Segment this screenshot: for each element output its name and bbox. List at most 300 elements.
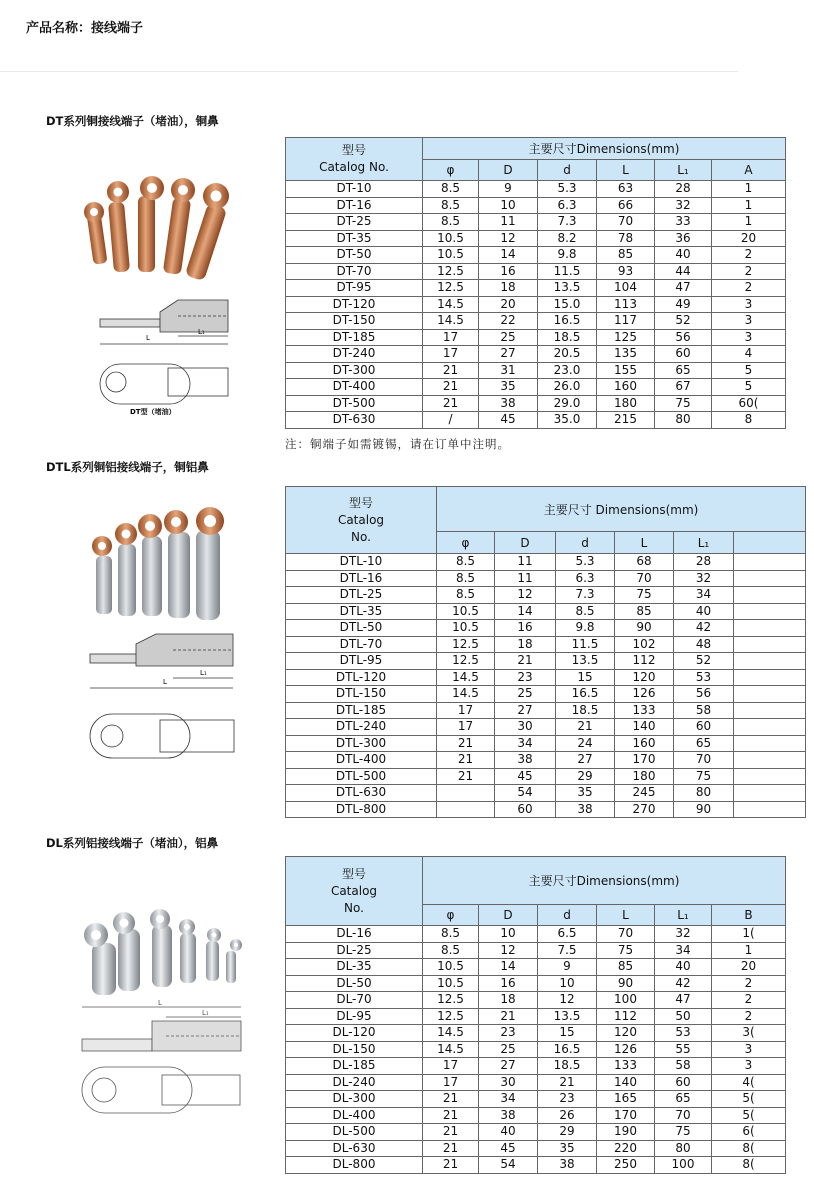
dimension-cell: 75 (674, 768, 734, 785)
dimension-cell: 35.0 (538, 412, 597, 429)
dimension-cell: 8.5 (423, 214, 479, 231)
table-row (286, 992, 786, 1009)
catalog-header: 型号 Catalog No. (286, 857, 423, 926)
model-cell: DL-240 (286, 1074, 423, 1091)
dimension-cell: 102 (615, 636, 674, 653)
dimension-cell: 11.5 (538, 263, 597, 280)
dimension-cell: 26 (538, 1107, 597, 1124)
dimension-cell (734, 686, 806, 703)
dimension-cell: 45 (495, 768, 556, 785)
model-cell: DTL-150 (286, 686, 437, 703)
table-row (286, 313, 786, 330)
dimension-cell: 22 (479, 313, 538, 330)
dimension-cell: 5( (712, 1091, 786, 1108)
dimension-cell: 85 (597, 247, 655, 264)
dimension-cell: 133 (615, 702, 674, 719)
section-title-dtl: DTL系列铜铝接线端子，铜铝鼻 (46, 460, 209, 474)
dimension-cell: 68 (615, 554, 674, 571)
dtl-dimension-drawing (90, 634, 234, 758)
dimension-cell: 5.3 (538, 181, 597, 198)
dimensions-header: 主要尺寸 Dimensions(mm) (437, 487, 806, 532)
model-cell: DT-16 (286, 197, 423, 214)
dimension-cell: 70 (674, 752, 734, 769)
dimension-cell: 54 (479, 1157, 538, 1174)
dimension-cell: 1( (712, 926, 786, 943)
dimension-cell: 3( (712, 1025, 786, 1042)
dimension-cell: 24 (556, 735, 615, 752)
dimension-cell: 3 (712, 296, 786, 313)
dimension-cell: 18 (495, 636, 556, 653)
aluminium-lug-image (150, 909, 172, 987)
model-cell: DTL-120 (286, 669, 437, 686)
dimension-cell: 4 (712, 346, 786, 363)
dimension-cell: 58 (674, 702, 734, 719)
dimension-cell: 100 (655, 1157, 712, 1174)
dimension-cell: 52 (655, 313, 712, 330)
model-cell: DL-630 (286, 1140, 423, 1157)
dimension-cell: 26.0 (538, 379, 597, 396)
dimension-cell: 104 (597, 280, 655, 297)
dimension-cell: 29 (538, 1124, 597, 1141)
table-row (286, 570, 806, 587)
dimension-cell: 21 (538, 1074, 597, 1091)
dimension-cell: 12 (495, 587, 556, 604)
table-row (286, 785, 806, 802)
dimension-cell: 160 (597, 379, 655, 396)
dimension-cell: 33 (655, 214, 712, 231)
table-row (286, 1107, 786, 1124)
dimension-cell: 112 (597, 1008, 655, 1025)
dimension-cell: 11.5 (556, 636, 615, 653)
dimension-cell: 1 (712, 942, 786, 959)
copper-aluminium-lug-image (164, 510, 190, 618)
dimension-cell: 8.5 (423, 181, 479, 198)
col-header: L (597, 905, 655, 926)
dimension-cell: 32 (655, 926, 712, 943)
dimensions-header: 主要尺寸Dimensions(mm) (423, 857, 786, 905)
dimension-cell: 133 (597, 1058, 655, 1075)
dimension-cell: 21 (423, 379, 479, 396)
dimension-cell: 1 (712, 214, 786, 231)
dimension-cell: 190 (597, 1124, 655, 1141)
dimension-cell: 3 (712, 313, 786, 330)
table-row (286, 1091, 786, 1108)
dimension-cell: 38 (556, 801, 615, 818)
dimension-cell: 25 (479, 1041, 538, 1058)
copper-aluminium-lug-image (138, 514, 162, 616)
dtl-product-photo (68, 508, 268, 773)
dimension-cell: 45 (479, 1140, 538, 1157)
dimension-cell: 12.5 (437, 653, 495, 670)
dimension-cell: 2 (712, 263, 786, 280)
figure-caption: DT型（堵油） (130, 408, 176, 416)
dimension-cell: 49 (655, 296, 712, 313)
dimension-cell (734, 570, 806, 587)
dimension-cell (734, 620, 806, 637)
dimension-cell (734, 669, 806, 686)
table-row (286, 686, 806, 703)
dimension-cell: 35 (556, 785, 615, 802)
table-row (286, 1008, 786, 1025)
model-cell: DL-150 (286, 1041, 423, 1058)
dimension-cell: 8.5 (556, 603, 615, 620)
table-row (286, 959, 786, 976)
dimension-cell: 14 (495, 603, 556, 620)
dimension-cell (734, 653, 806, 670)
table-row (286, 395, 786, 412)
dimension-cell: 70 (597, 926, 655, 943)
dimension-cell: 9.8 (556, 620, 615, 637)
copper-lug-image (107, 181, 130, 273)
model-cell: DL-50 (286, 975, 423, 992)
dimension-cell (734, 735, 806, 752)
table-row (286, 1041, 786, 1058)
dimension-cell: 3 (712, 1041, 786, 1058)
page-title: 产品名称：接线端子 (26, 21, 144, 36)
model-cell: DL-95 (286, 1008, 423, 1025)
dim-label-l1: L₁ (202, 1009, 209, 1017)
dimension-cell: 12.5 (423, 280, 479, 297)
dimension-cell: 180 (597, 395, 655, 412)
dimension-cell: 44 (655, 263, 712, 280)
dimension-cell: 21 (556, 719, 615, 736)
dimension-cell: 34 (479, 1091, 538, 1108)
table-row (286, 653, 806, 670)
table-row (286, 1058, 786, 1075)
dimension-cell: 30 (479, 1074, 538, 1091)
dimension-cell: 35 (538, 1140, 597, 1157)
dimension-cell: 14.5 (437, 669, 495, 686)
dimension-cell: 126 (597, 1041, 655, 1058)
model-cell: DL-500 (286, 1124, 423, 1141)
col-header: d (538, 905, 597, 926)
model-cell: DTL-10 (286, 554, 437, 571)
dimension-cell: 250 (597, 1157, 655, 1174)
dimensions-header: 主要尺寸Dimensions(mm) (423, 138, 786, 160)
dimension-cell: 10.5 (437, 620, 495, 637)
dimension-cell: 6.3 (556, 570, 615, 587)
dimension-cell: 180 (615, 768, 674, 785)
dl-product-photo (66, 905, 262, 1120)
dimension-cell: 21 (423, 1124, 479, 1141)
dimension-cell: 8.5 (437, 554, 495, 571)
model-cell: DL-400 (286, 1107, 423, 1124)
model-cell: DL-185 (286, 1058, 423, 1075)
model-cell: DL-25 (286, 942, 423, 959)
dimension-cell: 10.5 (437, 603, 495, 620)
dimension-cell: 15 (538, 1025, 597, 1042)
model-cell: DTL-240 (286, 719, 437, 736)
dim-label-l1: L₁ (200, 669, 207, 677)
aluminium-lug-image (113, 912, 140, 991)
dimension-cell (734, 603, 806, 620)
dimension-cell: 21 (437, 768, 495, 785)
dtl-table-wrapper (285, 486, 738, 824)
dtl-table-body (286, 554, 806, 818)
table-row (286, 1025, 786, 1042)
model-cell: DTL-25 (286, 587, 437, 604)
col-header: φ (423, 160, 479, 181)
dimension-cell (734, 587, 806, 604)
dimension-cell: 66 (597, 197, 655, 214)
dimension-cell: 12 (538, 992, 597, 1009)
dimension-cell: 80 (674, 785, 734, 802)
table-row (286, 752, 806, 769)
table-row (286, 735, 806, 752)
table-row (286, 942, 786, 959)
dimension-cell: 10.5 (423, 230, 479, 247)
dimension-cell: 38 (538, 1157, 597, 1174)
dimension-cell: 4( (712, 1074, 786, 1091)
table-row (286, 801, 806, 818)
dimension-cell: 20 (712, 230, 786, 247)
dimension-cell: 12.5 (423, 1008, 479, 1025)
dimension-cell (437, 801, 495, 818)
col-header: A (712, 160, 786, 181)
dimension-cell: 13.5 (538, 280, 597, 297)
dimension-cell: 13.5 (556, 653, 615, 670)
copper-aluminium-lug-image (92, 536, 112, 614)
model-cell: DT-400 (286, 379, 423, 396)
dimension-cell: 93 (597, 263, 655, 280)
dimension-cell: 85 (615, 603, 674, 620)
dimension-cell: 36 (655, 230, 712, 247)
dimension-cell: 21 (495, 653, 556, 670)
dimension-cell: 58 (655, 1058, 712, 1075)
dimension-cell: 20 (479, 296, 538, 313)
dimension-cell: 5 (712, 362, 786, 379)
dl-table-body (286, 926, 786, 1174)
model-cell: DTL-500 (286, 768, 437, 785)
dimension-cell (734, 702, 806, 719)
dimension-cell: 126 (615, 686, 674, 703)
copper-lug-image (84, 202, 108, 265)
dimension-cell: 17 (423, 1058, 479, 1075)
dimension-cell: 67 (655, 379, 712, 396)
dimension-cell (734, 801, 806, 818)
dimension-cell: 14.5 (423, 313, 479, 330)
model-cell: DT-150 (286, 313, 423, 330)
table-row (286, 296, 786, 313)
model-cell: DTL-95 (286, 653, 437, 670)
dimension-cell: 12.5 (423, 992, 479, 1009)
dimension-cell: 5.3 (556, 554, 615, 571)
dimension-cell: 47 (655, 992, 712, 1009)
dimension-cell: 27 (479, 1058, 538, 1075)
dimension-cell: 12 (479, 942, 538, 959)
dimension-cell: 14.5 (423, 296, 479, 313)
dimension-cell: 9.8 (538, 247, 597, 264)
dl-dimension-drawing (82, 1007, 241, 1113)
dimension-cell: 14.5 (437, 686, 495, 703)
dimension-cell: 20.5 (538, 346, 597, 363)
dimension-cell (734, 554, 806, 571)
dimension-cell: 80 (655, 412, 712, 429)
dimension-cell (734, 636, 806, 653)
table-row (286, 197, 786, 214)
col-header: d (556, 532, 615, 554)
model-cell: DL-70 (286, 992, 423, 1009)
table-row (286, 620, 806, 637)
col-header: L₁ (674, 532, 734, 554)
dimension-cell: 10 (538, 975, 597, 992)
dimension-cell: 23 (538, 1091, 597, 1108)
model-cell: DT-185 (286, 329, 423, 346)
section-title-dl: DL系列铝接线端子（堵油），铝鼻 (46, 836, 219, 850)
table-row (286, 926, 786, 943)
model-cell: DT-70 (286, 263, 423, 280)
dimension-cell: 40 (655, 247, 712, 264)
dimension-cell: 29 (556, 768, 615, 785)
table-row (286, 554, 806, 571)
dimension-cell: 34 (674, 587, 734, 604)
dimension-cell (734, 752, 806, 769)
dimension-cell: 18 (479, 280, 538, 297)
dimension-cell: 85 (597, 959, 655, 976)
copper-lug-image (138, 176, 164, 272)
dimension-cell: 38 (479, 395, 538, 412)
dimension-cell: 27 (495, 702, 556, 719)
table-row (286, 346, 786, 363)
dimension-cell: 90 (615, 620, 674, 637)
dimension-cell: 30 (495, 719, 556, 736)
dimension-cell (734, 719, 806, 736)
col-header (734, 532, 806, 554)
dimension-cell: 16 (479, 263, 538, 280)
model-cell: DL-800 (286, 1157, 423, 1174)
dimension-cell (437, 785, 495, 802)
table-row (286, 768, 806, 785)
dimension-cell: 155 (597, 362, 655, 379)
col-header: L (597, 160, 655, 181)
dimension-cell: 48 (674, 636, 734, 653)
dimension-cell: 65 (674, 735, 734, 752)
table-row (286, 975, 786, 992)
dimension-cell: 54 (495, 785, 556, 802)
dimension-cell: 160 (615, 735, 674, 752)
model-cell: DTL-16 (286, 570, 437, 587)
table-row (286, 636, 806, 653)
dimension-cell: 2 (712, 1008, 786, 1025)
dimension-cell: 11 (495, 570, 556, 587)
dimension-cell: 75 (655, 395, 712, 412)
dimension-cell: 53 (655, 1025, 712, 1042)
dt-table-wrapper (285, 137, 759, 432)
col-header: d (538, 160, 597, 181)
model-cell: DTL-630 (286, 785, 437, 802)
dimension-cell: 14.5 (423, 1025, 479, 1042)
table-row (286, 329, 786, 346)
model-cell: DL-16 (286, 926, 423, 943)
dimension-cell: 6.5 (538, 926, 597, 943)
dimension-cell: 21 (423, 1107, 479, 1124)
dimension-cell: 80 (655, 1140, 712, 1157)
dimension-cell: 65 (655, 1091, 712, 1108)
dimension-cell: 75 (655, 1124, 712, 1141)
col-header: B (712, 905, 786, 926)
table-row (286, 379, 786, 396)
dimension-cell: 32 (655, 197, 712, 214)
col-header: D (495, 532, 556, 554)
dimension-cell: 8.5 (423, 942, 479, 959)
dimension-cell: 9 (479, 181, 538, 198)
dt-product-photo (78, 172, 248, 422)
dimension-cell: 47 (655, 280, 712, 297)
dimension-cell: 8.2 (538, 230, 597, 247)
dimension-cell: 90 (674, 801, 734, 818)
dimension-cell: 170 (615, 752, 674, 769)
table-row (286, 603, 806, 620)
table-row (286, 230, 786, 247)
model-cell: DL-300 (286, 1091, 423, 1108)
dimension-cell: 10.5 (423, 959, 479, 976)
table-row (286, 263, 786, 280)
dimension-cell: 170 (597, 1107, 655, 1124)
dimension-cell: 21 (479, 1008, 538, 1025)
dimension-cell: 70 (597, 214, 655, 231)
dimension-cell: 78 (597, 230, 655, 247)
aluminium-lug-image (84, 923, 116, 995)
dimension-cell: 16.5 (538, 313, 597, 330)
dimension-cell: 70 (615, 570, 674, 587)
dimension-cell: 28 (674, 554, 734, 571)
dimension-cell: 125 (597, 329, 655, 346)
dimension-cell: 18.5 (556, 702, 615, 719)
dimension-cell: 27 (479, 346, 538, 363)
model-cell: DTL-800 (286, 801, 437, 818)
table-row (286, 412, 786, 429)
model-cell: DT-25 (286, 214, 423, 231)
model-cell: DT-35 (286, 230, 423, 247)
table-row (286, 1157, 786, 1174)
dimension-cell: 29.0 (538, 395, 597, 412)
table-row (286, 1074, 786, 1091)
dimension-cell: 40 (655, 959, 712, 976)
dimension-cell: 120 (615, 669, 674, 686)
dimension-cell: 45 (479, 412, 538, 429)
dimension-cell: 55 (655, 1041, 712, 1058)
dimension-cell: 7.5 (538, 942, 597, 959)
dimension-cell: 60( (712, 395, 786, 412)
dimension-cell: 75 (615, 587, 674, 604)
dimension-cell: 18.5 (538, 1058, 597, 1075)
model-cell: DT-500 (286, 395, 423, 412)
dimension-cell: 10.5 (423, 975, 479, 992)
dimension-cell: 11 (495, 554, 556, 571)
dimension-cell: 8( (712, 1157, 786, 1174)
dimension-cell: 2 (712, 280, 786, 297)
dimension-cell: 8.5 (423, 926, 479, 943)
dimension-cell: 2 (712, 992, 786, 1009)
dimension-cell: 28 (655, 181, 712, 198)
dimension-cell: 90 (597, 975, 655, 992)
dimension-cell: 215 (597, 412, 655, 429)
aluminium-lug-image (206, 928, 221, 981)
dimension-cell: 1 (712, 197, 786, 214)
dimension-cell: 27 (556, 752, 615, 769)
dimension-cell: 16.5 (538, 1041, 597, 1058)
dimension-cell: 220 (597, 1140, 655, 1157)
divider (0, 71, 738, 72)
dimension-cell: 75 (597, 942, 655, 959)
dimension-cell: 21 (423, 1091, 479, 1108)
dimension-cell: 20 (712, 959, 786, 976)
dimension-cell: 8 (712, 412, 786, 429)
dimension-cell: 50 (655, 1008, 712, 1025)
dimension-cell: 2 (712, 247, 786, 264)
dimension-cell: 113 (597, 296, 655, 313)
table-row (286, 247, 786, 264)
